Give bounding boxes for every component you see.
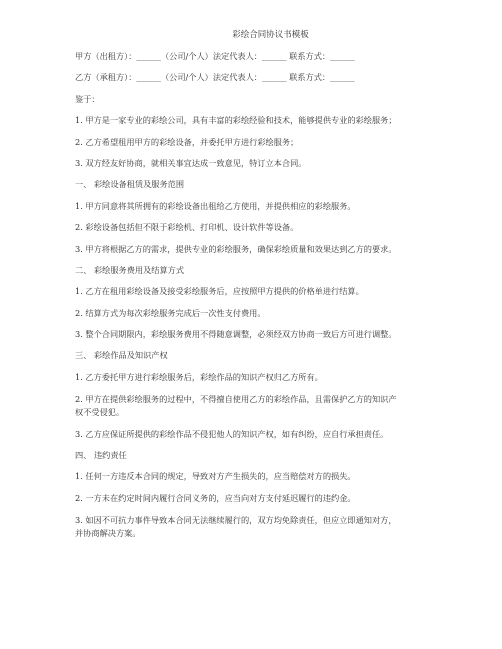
clause: 1. 乙方在租用彩绘设备及接受彩绘服务后，应按照甲方提供的价格单进行结算。: [75, 286, 364, 297]
clause: 1. 乙方委托甲方进行彩绘服务后，彩绘作品的知识产权归乙方所有。: [75, 371, 323, 382]
preamble-item: 3. 双方经友好协商，就相关事宜达成一致意见，特订立本合同。: [75, 157, 307, 168]
clause: 2. 彩绘设备包括但不限于彩绘机、打印机、设计软件等设备。: [75, 222, 299, 233]
clause: 2. 一方未在约定时间内履行合同义务的，应当向对方支付延迟履行的违约金。: [75, 492, 356, 503]
clause: 1. 任何一方违反本合同的规定，导致对方产生损失的，应当赔偿对方的损失。: [75, 471, 356, 482]
clause: 3. 整个合同期限内，彩绘服务费用不得随意调整，必须经双方协商一致后方可进行调整。: [75, 329, 397, 340]
clause: 3. 甲方将根据乙方的需求，提供专业的彩绘服务，确保彩绘质量和效果达到乙方的要求。: [75, 243, 397, 254]
preamble-item: 1. 甲方是一家专业的彩绘公司，具有丰富的彩绘经验和技术，能够提供专业的彩绘服务；: [75, 115, 397, 126]
preamble-item: 2. 乙方希望租用甲方的彩绘设备，并委托甲方进行彩绘服务；: [75, 136, 299, 147]
party-a-line: 甲方（出租方）：______（公司/个人）法定代表人：______ 联系方式：______: [75, 51, 355, 61]
section-heading: 四、 违约责任: [75, 450, 127, 461]
clause: 3. 乙方应保证所提供的彩绘作品不侵犯他人的知识产权，如有纠纷，应自行承担责任。: [75, 428, 389, 439]
clause-line: 2. 甲方在提供彩绘服务的过程中，不得擅自使用乙方的彩绘作品，且需保护乙方的知识产: [75, 394, 397, 405]
document-title: 彩绘合同协议书模板: [232, 30, 309, 40]
clause-line: 并协商解决方案。: [75, 527, 141, 538]
clause: 2. 结算方式为每次彩绘服务完成后一次性支付费用。: [75, 307, 266, 318]
preamble-heading: 鉴于：: [75, 93, 100, 104]
section-heading: 一、 彩绘设备租赁及服务范围: [75, 179, 185, 190]
section-heading: 三、 彩绘作品及知识产权: [75, 350, 168, 361]
clause-line: 3. 如因不可抗力事件导致本合同无法继续履行的，双方均免除责任，但应立即通知对方，: [75, 515, 397, 526]
party-b-line: 乙方（承租方）：______（公司/个人）法定代表人：______ 联系方式：______: [75, 72, 355, 83]
section-heading: 二、 彩绘服务费用及结算方式: [75, 264, 185, 275]
clause: 1. 甲方同意将其所拥有的彩绘设备出租给乙方使用，并提供相应的彩绘服务。: [75, 200, 356, 211]
clause-multiline: [75, 514, 446, 539]
clause-line: 权不受侵犯。: [75, 406, 125, 417]
clause-multiline: [75, 393, 446, 418]
